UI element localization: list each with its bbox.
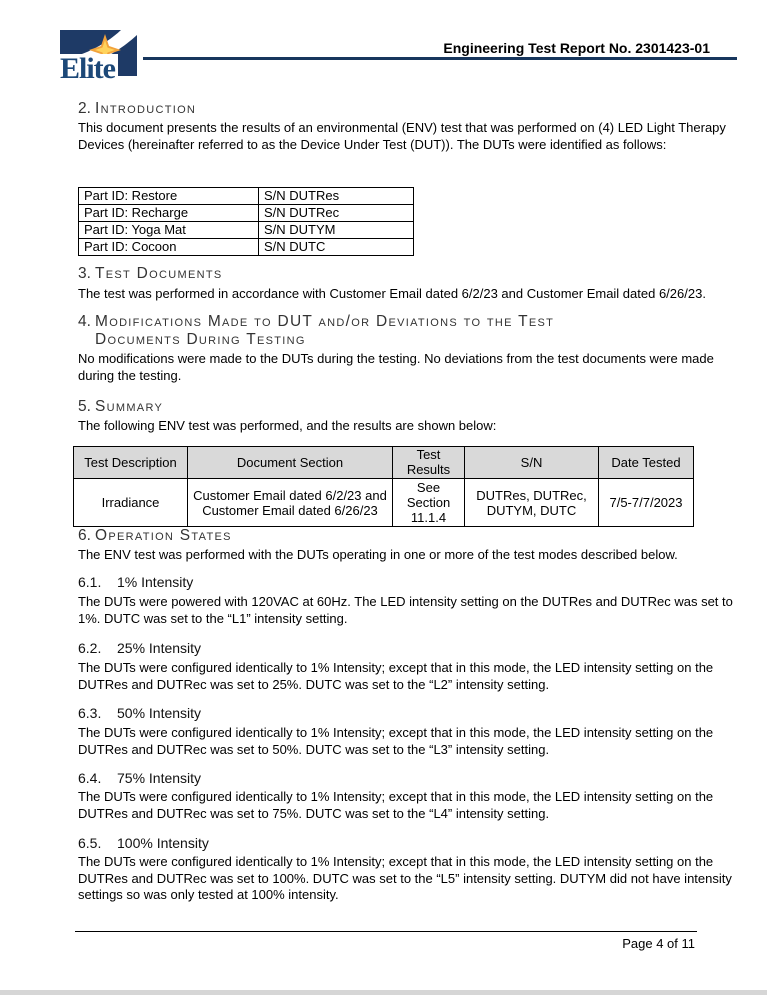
subsection-paragraph-100pct: The DUTs were configured identically to 1% Intensity; except that in this mode, the LED intensity setting on the DUTRes and DUTRec was set to 100%. DUTC was set to the “L5” intensity setting. DUTYM did not have intensity settings so was only tested at 100% intensity. xyxy=(78,854,732,902)
subsection-paragraph-1pct: The DUTs were powered with 120VAC at 60Hz. The LED intensity setting on the DUTRes and DUTRec was set to 1%. DUTC was set to the “L1” intensity setting. xyxy=(78,594,733,626)
column-header: Test Description xyxy=(74,447,188,479)
section-number: 5. xyxy=(78,398,91,415)
summary-results-table xyxy=(73,446,694,527)
column-header: Test Results xyxy=(393,447,465,479)
subsection-title: 25% Intensity xyxy=(117,640,202,656)
part-id-cell: Part ID: Yoga Mat xyxy=(79,222,259,239)
header-rule xyxy=(143,57,737,60)
test-description-cell: Irradiance xyxy=(74,479,188,527)
test-results-cell: See Section 11.1.4 xyxy=(393,479,465,527)
section-number: 2. xyxy=(78,100,91,117)
part-id-cell: Part ID: Restore xyxy=(79,188,259,205)
table-row xyxy=(74,479,694,527)
subsection-title: 50% Intensity xyxy=(117,705,202,721)
summary-paragraph: The following ENV test was performed, and the results are shown below: xyxy=(78,418,497,433)
section-title: Modifications Made to DUT and/or Deviations to the Test Documents During Testing xyxy=(95,313,555,348)
table-row xyxy=(79,222,414,239)
date-tested-cell: 7/5-7/7/2023 xyxy=(599,479,694,527)
subsection-number: 6.1. xyxy=(78,574,102,590)
operation-states-paragraph: The ENV test was performed with the DUTs operating in one or more of the test modes described below. xyxy=(78,547,678,562)
subsection-paragraph-50pct: The DUTs were configured identically to 1% Intensity; except that in this mode, the LED intensity setting on the DUTRes and DUTRec was set to 50%. DUTC was set to the “L3” intensity setting. xyxy=(78,725,714,757)
section-number: 3. xyxy=(78,265,91,282)
subsection-title: 1% Intensity xyxy=(117,574,194,590)
table-header-row xyxy=(74,447,694,479)
serial-cell: S/N DUTYM xyxy=(259,222,414,239)
sn-cell: DUTRes, DUTRec, DUTYM, DUTC xyxy=(465,479,599,527)
section-title: Test Documents xyxy=(95,265,223,282)
part-id-cell: Part ID: Cocoon xyxy=(79,239,259,256)
subsection-heading-100pct xyxy=(78,835,209,851)
section-number: 6. xyxy=(78,527,91,544)
subsection-number: 6.3. xyxy=(78,705,102,721)
section-title: Operation States xyxy=(95,527,232,544)
column-header: Date Tested xyxy=(599,447,694,479)
section-heading-introduction xyxy=(78,100,196,118)
subsection-number: 6.4. xyxy=(78,770,102,786)
elite-logo xyxy=(60,30,142,92)
footer-rule xyxy=(75,931,697,932)
table-row xyxy=(79,205,414,222)
page-number: Page 4 of 11 xyxy=(622,936,695,951)
serial-cell: S/N DUTRes xyxy=(259,188,414,205)
subsection-heading-50pct xyxy=(78,705,201,721)
subsection-title: 75% Intensity xyxy=(117,770,202,786)
subsection-heading-1pct xyxy=(78,574,193,590)
device-id-table xyxy=(78,187,414,256)
introduction-paragraph: This document presents the results of an environmental (ENV) test that was performed on (4) LED Light Therapy Devices (hereinafter referred to as the Device Under Test (DUT)). The DUTs were identified as follows: xyxy=(78,120,726,152)
test-documents-paragraph: The test was performed in accordance with Customer Email dated 6/2/23 and Customer Email dated 6/26/23. xyxy=(78,286,706,301)
subsection-paragraph-25pct: The DUTs were configured identically to 1% Intensity; except that in this mode, the LED intensity setting on the DUTRes and DUTRec was set to 25%. DUTC was set to the “L2” intensity setting. xyxy=(78,660,714,692)
section-title: Introduction xyxy=(95,100,197,117)
table-row xyxy=(79,188,414,205)
subsection-title: 100% Intensity xyxy=(117,835,209,851)
table-row xyxy=(79,239,414,256)
part-id-cell: Part ID: Recharge xyxy=(79,205,259,222)
subsection-paragraph-75pct: The DUTs were configured identically to 1% Intensity; except that in this mode, the LED intensity setting on the DUTRes and DUTRec was set to 75%. DUTC was set to the “L4” intensity setting. xyxy=(78,789,714,821)
subsection-heading-75pct xyxy=(78,770,201,786)
serial-cell: S/N DUTC xyxy=(259,239,414,256)
section-heading-modifications xyxy=(78,313,640,349)
report-title: Engineering Test Report No. 2301423-01 xyxy=(443,40,710,56)
subsection-number: 6.2. xyxy=(78,640,102,656)
subsection-heading-25pct xyxy=(78,640,201,656)
page-edge-strip xyxy=(0,990,767,995)
serial-cell: S/N DUTRec xyxy=(259,205,414,222)
logo-wordmark: Elite xyxy=(60,54,118,84)
document-section-cell: Customer Email dated 6/2/23 and Customer Email dated 6/26/23 xyxy=(188,479,393,527)
section-heading-summary xyxy=(78,398,163,416)
section-heading-test-documents xyxy=(78,265,223,283)
modifications-paragraph: No modifications were made to the DUTs during the testing. No deviations from the test documents were made during the testing. xyxy=(78,351,714,383)
section-heading-operation-states xyxy=(78,527,232,545)
section-title: Summary xyxy=(95,398,164,415)
subsection-number: 6.5. xyxy=(78,835,102,851)
column-header: Document Section xyxy=(188,447,393,479)
column-header: S/N xyxy=(465,447,599,479)
section-number: 4. xyxy=(78,313,91,330)
